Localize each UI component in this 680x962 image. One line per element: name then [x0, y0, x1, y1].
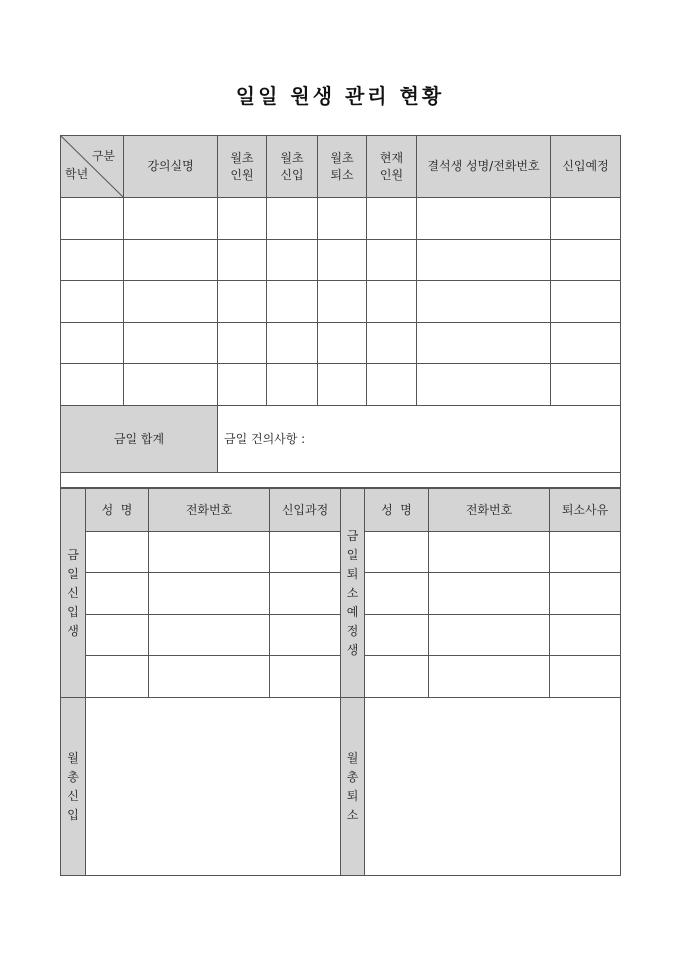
withdraw-students-side-label: [341, 489, 365, 698]
classroom-cell[interactable]: [124, 364, 218, 406]
grade-label: 학년: [65, 167, 89, 181]
count-cell[interactable]: [218, 364, 267, 406]
monthly-withdraw-field[interactable]: [365, 698, 621, 876]
header-line-1: 월초: [280, 150, 304, 165]
classroom-cell[interactable]: [124, 323, 218, 364]
new-cell[interactable]: [267, 281, 318, 323]
today-notes-field[interactable]: [218, 406, 621, 473]
withdraw-phone-header: 전화번호: [429, 489, 550, 532]
withdraw-phone-cell[interactable]: [429, 573, 550, 615]
withdraw-cell[interactable]: [318, 198, 367, 240]
current-cell[interactable]: [367, 364, 417, 406]
new-name-cell[interactable]: [86, 532, 149, 573]
count-cell[interactable]: [218, 198, 267, 240]
classroom-cell[interactable]: [124, 281, 218, 323]
table-row: [61, 364, 621, 406]
daily-status-table: [60, 135, 621, 488]
withdraw-reason-cell[interactable]: [550, 532, 621, 573]
new-name-cell[interactable]: [86, 573, 149, 615]
count-cell[interactable]: [218, 281, 267, 323]
new-phone-cell[interactable]: [149, 573, 270, 615]
new-course-cell[interactable]: [270, 615, 341, 656]
new-name-cell[interactable]: [86, 656, 149, 698]
new-cell[interactable]: [267, 240, 318, 281]
withdraw-cell[interactable]: [318, 281, 367, 323]
new-cell[interactable]: [267, 364, 318, 406]
withdraw-name-cell[interactable]: [365, 573, 429, 615]
new-course-cell[interactable]: [270, 573, 341, 615]
monthly-new-text: 월총신입: [67, 750, 79, 822]
new-phone-cell[interactable]: [149, 532, 270, 573]
withdraw-cell[interactable]: [318, 240, 367, 281]
count-cell[interactable]: [218, 240, 267, 281]
new-phone-header: 전화번호: [149, 489, 270, 532]
new-students-side-text: 금일신입생: [67, 547, 79, 638]
grade-cell[interactable]: [61, 198, 124, 240]
header-line-1: 월초: [230, 150, 254, 165]
monthly-withdraw-label: [341, 698, 365, 876]
withdraw-students-side-text: 금일퇴소예정생: [346, 528, 359, 657]
new-cell[interactable]: [267, 323, 318, 364]
monthly-row: [61, 698, 621, 876]
classroom-header: 강의실명: [124, 136, 218, 198]
month-start-new-header: [267, 136, 318, 198]
header-line-2: 신입: [280, 167, 304, 182]
current-cell[interactable]: [367, 323, 417, 364]
current-cell[interactable]: [367, 198, 417, 240]
current-cell[interactable]: [367, 281, 417, 323]
absentee-cell[interactable]: [417, 323, 551, 364]
new-course-cell[interactable]: [270, 532, 341, 573]
students-table: [60, 488, 621, 876]
spacer-row: [61, 473, 621, 488]
new-name-header: 성 명: [86, 489, 149, 532]
new-phone-cell[interactable]: [149, 615, 270, 656]
month-start-count-header: [218, 136, 267, 198]
header-line-2: 퇴소: [330, 167, 354, 182]
header-line-1: 현재: [379, 150, 404, 165]
withdraw-cell[interactable]: [318, 323, 367, 364]
absentee-header: 결석생 성명/전화번호: [417, 136, 551, 198]
summary-row: [61, 406, 621, 473]
absentee-cell[interactable]: [417, 281, 551, 323]
withdraw-name-cell[interactable]: [365, 532, 429, 573]
today-notes-label: 금일 건의사항 :: [224, 431, 306, 446]
withdraw-phone-cell[interactable]: [429, 615, 550, 656]
month-start-withdraw-header: [318, 136, 367, 198]
monthly-withdraw-text: 월총퇴소: [346, 750, 359, 822]
withdraw-phone-cell[interactable]: [429, 532, 550, 573]
monthly-new-field[interactable]: [86, 698, 341, 876]
today-total-label: 금일 합계: [61, 406, 218, 473]
spacer-cell: [61, 473, 621, 488]
grade-cell[interactable]: [61, 323, 124, 364]
withdraw-cell[interactable]: [318, 364, 367, 406]
withdraw-reason-cell[interactable]: [550, 656, 621, 698]
scheduled-cell[interactable]: [551, 364, 621, 406]
withdraw-phone-cell[interactable]: [429, 656, 550, 698]
header-row: [61, 136, 621, 198]
scheduled-new-header: 신입예정: [551, 136, 621, 198]
table-row: [61, 323, 621, 364]
withdraw-name-header: 성 명: [365, 489, 429, 532]
table-row: [61, 281, 621, 323]
new-course-header: 신입과정: [270, 489, 341, 532]
category-label: 구분: [91, 149, 115, 163]
category-grade-header: [61, 136, 124, 198]
absentee-cell[interactable]: [417, 240, 551, 281]
new-students-side-label: [61, 489, 86, 698]
withdraw-reason-header: 퇴소사유: [550, 489, 621, 532]
students-header-row: [61, 489, 621, 532]
withdraw-reason-cell[interactable]: [550, 573, 621, 615]
grade-cell[interactable]: [61, 281, 124, 323]
header-line-2: 인원: [379, 167, 404, 182]
scheduled-cell[interactable]: [551, 240, 621, 281]
table-row: [61, 240, 621, 281]
new-phone-cell[interactable]: [149, 656, 270, 698]
withdraw-reason-cell[interactable]: [550, 615, 621, 656]
table-row: [61, 198, 621, 240]
scheduled-cell[interactable]: [551, 281, 621, 323]
classroom-cell[interactable]: [124, 240, 218, 281]
current-count-header: [367, 136, 417, 198]
withdraw-name-cell[interactable]: [365, 656, 429, 698]
current-cell[interactable]: [367, 240, 417, 281]
new-name-cell[interactable]: [86, 615, 149, 656]
scheduled-cell[interactable]: [551, 323, 621, 364]
header-line-1: 월초: [330, 150, 354, 165]
new-course-cell[interactable]: [270, 656, 341, 698]
withdraw-name-cell[interactable]: [365, 615, 429, 656]
monthly-new-label: [61, 698, 86, 876]
page-title: 일일 원생 관리 현황: [235, 84, 445, 108]
absentee-cell[interactable]: [417, 364, 551, 406]
absentee-cell[interactable]: [417, 198, 551, 240]
new-cell[interactable]: [267, 198, 318, 240]
grade-cell[interactable]: [61, 240, 124, 281]
grade-cell[interactable]: [61, 364, 124, 406]
scheduled-cell[interactable]: [551, 198, 621, 240]
header-line-2: 인원: [230, 167, 254, 182]
classroom-cell[interactable]: [124, 198, 218, 240]
count-cell[interactable]: [218, 323, 267, 364]
